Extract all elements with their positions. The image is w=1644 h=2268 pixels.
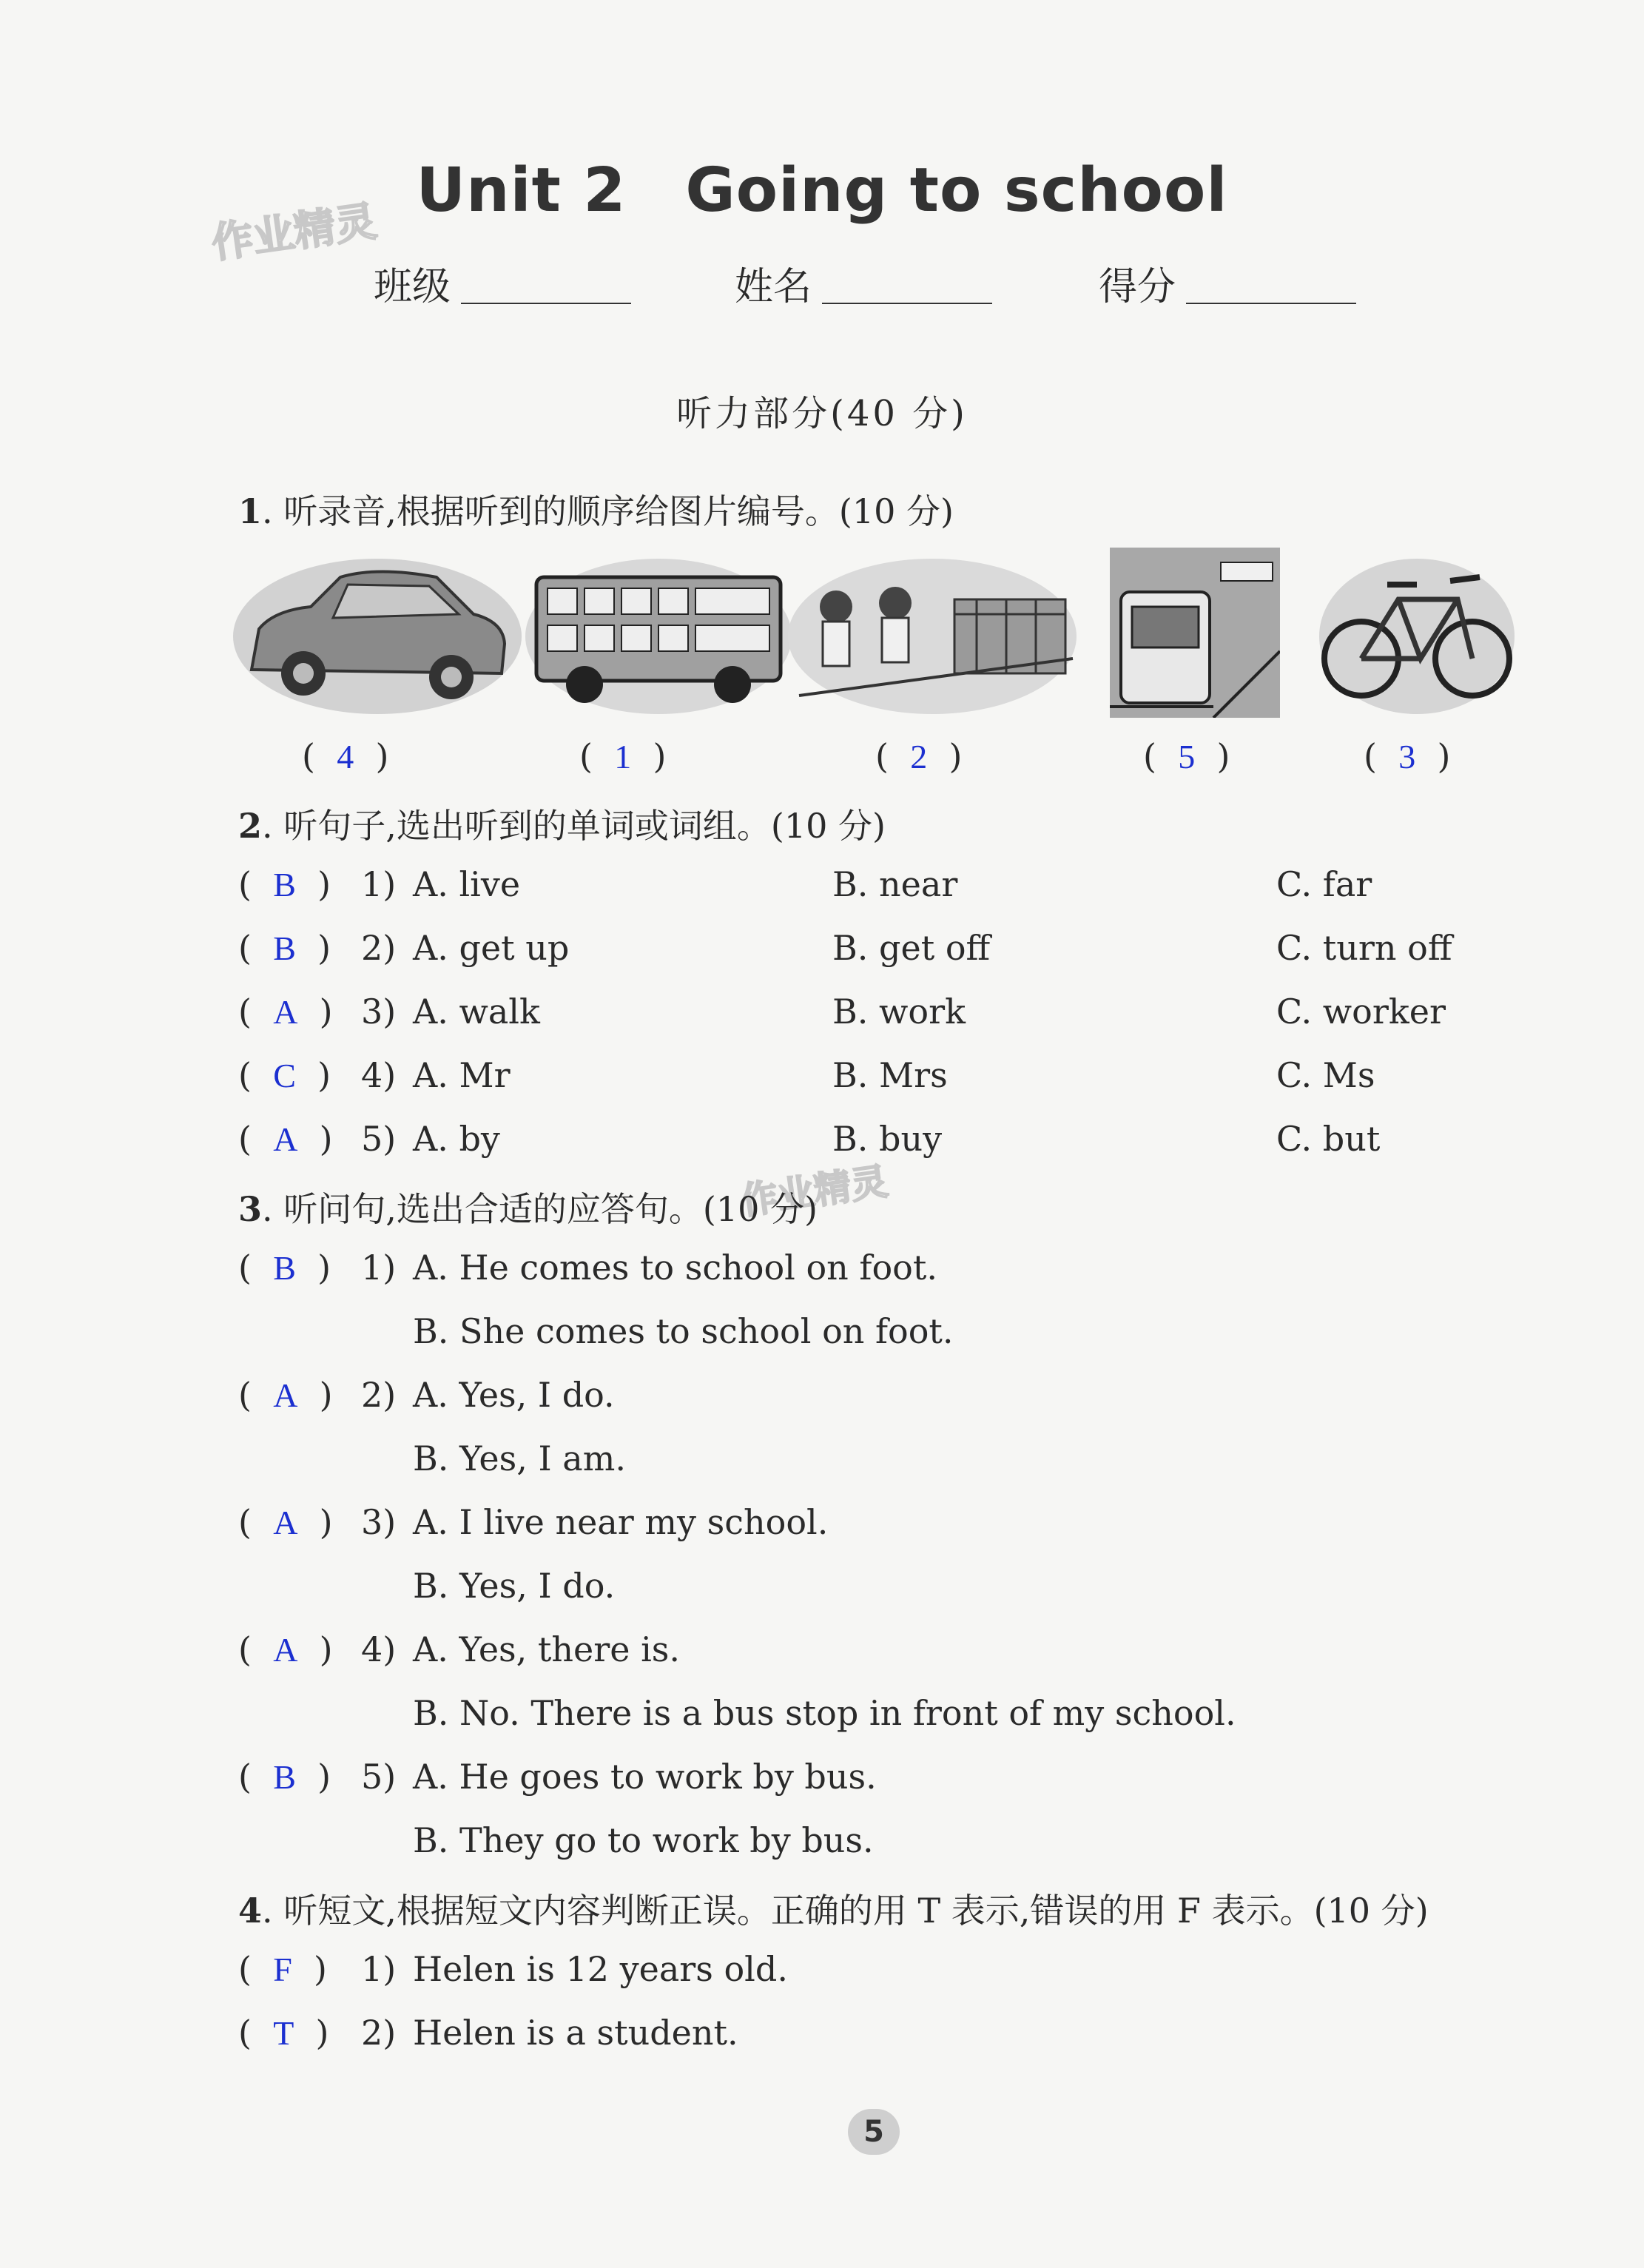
- car-icon: [229, 548, 525, 718]
- answer-slot[interactable]: ( B ): [238, 1757, 331, 1797]
- question-3-prompt: 3. 听问句,选出合适的应答句。(10 分): [238, 1189, 818, 1229]
- page-title: [0, 155, 1644, 226]
- option-a: A. Yes, there is.: [413, 1629, 681, 1669]
- item-number: 2): [361, 1375, 397, 1415]
- name-field[interactable]: [735, 255, 992, 311]
- option-a: A. Yes, I do.: [413, 1375, 615, 1415]
- name-blank[interactable]: [822, 264, 992, 304]
- question-2-prompt: 2. 听句子,选出听到的单词或词组。(10 分): [238, 806, 886, 846]
- item-number: 5): [361, 1119, 397, 1159]
- option-b: B. Mrs: [832, 1055, 948, 1095]
- walking-children-icon: [784, 548, 1080, 718]
- answer-slot[interactable]: ( A ): [238, 1629, 333, 1669]
- score-blank[interactable]: [1186, 264, 1356, 304]
- item-number: 5): [361, 1757, 397, 1797]
- answer-slot[interactable]: ( F ): [238, 1949, 327, 1989]
- item-number: 1): [361, 1248, 397, 1288]
- option-b: B. near: [832, 864, 958, 904]
- option-b: B. buy: [832, 1119, 943, 1159]
- option-b: B. No. There is a bus stop in front of my school.: [413, 1693, 1236, 1733]
- bicycle-icon: [1317, 548, 1517, 718]
- picture-answer-bicycle[interactable]: ( 3 ): [1364, 736, 1451, 776]
- option-b: B. They go to work by bus.: [413, 1820, 874, 1860]
- item-number: 3): [361, 992, 397, 1032]
- option-a: A. get up: [413, 928, 570, 968]
- bus-icon: [522, 548, 795, 718]
- watermark-logo-center: 作业精灵: [738, 1160, 891, 1223]
- score-field[interactable]: [1099, 255, 1356, 311]
- item-number: 3): [361, 1502, 397, 1542]
- answer-slot[interactable]: ( B ): [238, 864, 331, 904]
- option-c: C. Ms: [1276, 1055, 1375, 1095]
- option-b: B. get off: [832, 928, 991, 968]
- answer-slot[interactable]: ( B ): [238, 1248, 331, 1288]
- statement: Helen is 12 years old.: [413, 1949, 788, 1989]
- picture-answer-car[interactable]: ( 4 ): [302, 736, 389, 776]
- answer-slot[interactable]: ( A ): [238, 1502, 333, 1542]
- subway-icon: [1110, 548, 1280, 718]
- item-number: 4): [361, 1629, 397, 1669]
- unit-title: Going to school: [685, 155, 1228, 226]
- unit-label: Unit 2: [416, 155, 627, 226]
- option-b: B. Yes, I am.: [413, 1438, 626, 1478]
- answer-slot[interactable]: ( C ): [238, 1055, 331, 1095]
- answer-slot[interactable]: ( A ): [238, 1375, 333, 1415]
- option-b: B. work: [832, 992, 966, 1032]
- item-number: 1): [361, 1949, 397, 1989]
- option-a: A. Mr: [413, 1055, 511, 1095]
- question-1-prompt: 1. 听录音,根据听到的顺序给图片编号。(10 分): [238, 491, 954, 531]
- watermark-logo: 作业精灵: [209, 197, 380, 269]
- option-a: A. I live near my school.: [413, 1502, 829, 1542]
- option-a: A. by: [413, 1119, 500, 1159]
- picture-answer-walking[interactable]: ( 2 ): [875, 736, 963, 776]
- item-number: 2): [361, 2013, 397, 2053]
- section-title: 听力部分(40 分): [676, 393, 968, 434]
- statement: Helen is a student.: [413, 2013, 738, 2053]
- item-number: 2): [361, 928, 397, 968]
- option-c: C. far: [1276, 864, 1372, 904]
- option-c: C. but: [1276, 1119, 1381, 1159]
- option-a: A. He goes to work by bus.: [413, 1757, 877, 1797]
- answer-slot[interactable]: ( A ): [238, 992, 333, 1032]
- score-label: 得分: [1099, 265, 1176, 309]
- question-4-prompt: 4. 听短文,根据短文内容判断正误。正确的用 T 表示,错误的用 F 表示。(10 分): [238, 1891, 1429, 1931]
- name-label: 姓名: [735, 265, 812, 309]
- option-a: A. walk: [413, 992, 540, 1032]
- option-c: C. worker: [1276, 992, 1446, 1032]
- picture-answer-subway[interactable]: ( 5 ): [1143, 736, 1230, 776]
- option-b: B. She comes to school on foot.: [413, 1311, 954, 1351]
- class-label: 班级: [374, 265, 451, 309]
- item-number: 4): [361, 1055, 397, 1095]
- option-a: A. live: [413, 864, 521, 904]
- page-number: 5: [848, 2109, 900, 2155]
- class-field[interactable]: [374, 255, 631, 311]
- picture-answer-bus[interactable]: ( 1 ): [579, 736, 667, 776]
- option-c: C. turn off: [1276, 928, 1452, 968]
- option-a: A. He comes to school on foot.: [413, 1248, 937, 1288]
- answer-slot[interactable]: ( B ): [238, 928, 331, 968]
- class-blank[interactable]: [461, 264, 631, 304]
- answer-slot[interactable]: ( A ): [238, 1119, 333, 1159]
- item-number: 1): [361, 864, 397, 904]
- option-b: B. Yes, I do.: [413, 1566, 616, 1606]
- answer-slot[interactable]: ( T ): [238, 2013, 329, 2053]
